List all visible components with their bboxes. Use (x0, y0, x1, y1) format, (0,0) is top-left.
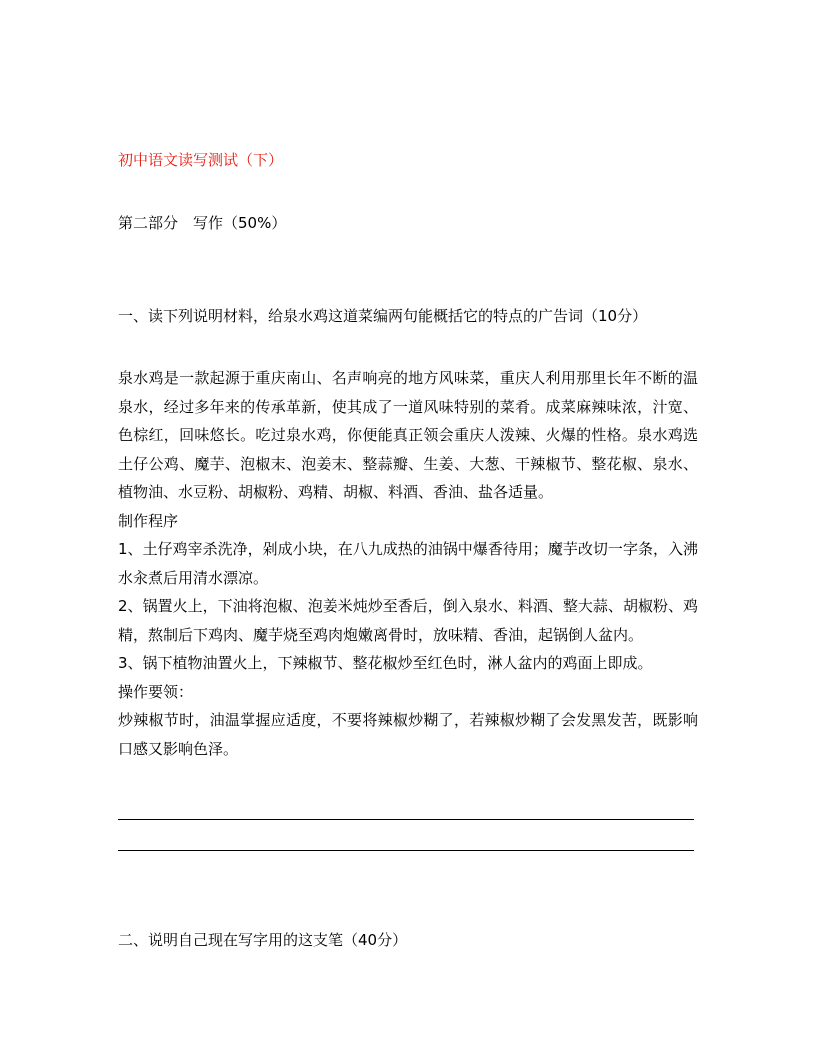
question-1-prompt: 一、读下列说明材料，给泉水鸡这道菜编两句能概括它的特点的广告词（10分） (118, 307, 648, 325)
question-2-prompt: 二、说明自己现在写字用的这支笔（40分） (118, 931, 408, 949)
material-step-2: 2、锅置火上，下油将泡椒、泡姜米炖炒至香后，倒入泉水、料酒、整大蒜、胡椒粉、鸡精，熬制后下鸡肉、魔芋烧至鸡肉炮嫩离骨时，放味精、香油，起锅倒人盆内。 (118, 597, 698, 644)
material-heading-tips: 操作要领： (118, 682, 194, 701)
material-tips-text: 炒辣椒节时，油温掌握应适度，不要将辣椒炒糊了，若辣椒炒糊了会发黑发苦，既影响口感又影响色泽。 (118, 711, 698, 758)
answer-line-1[interactable] (118, 819, 694, 820)
material-step-1: 1、土仔鸡宰杀洗净，剁成小块，在八九成热的油锅中爆香待用；魔芋改切一字条，入沸水汆煮后用清水漂凉。 (118, 540, 698, 587)
document-title: 初中语文读写测试（下） (118, 151, 284, 169)
material-heading-procedure: 制作程序 (118, 511, 179, 530)
section-heading: 第二部分 写作（50%） (118, 214, 287, 232)
question-1-material (118, 364, 698, 763)
material-paragraph-intro: 泉水鸡是一款起源于重庆南山、名声响亮的地方风味菜，重庆人利用那里长年不断的温泉水，经过多年来的传承革新，使其成了一道风味特别的菜肴。成菜麻辣味浓，汁宽、色棕红，回味悠长。吃过泉水鸡，你便能真正领会重庆人泼辣、火爆的性格。泉水鸡选土仔公鸡、魔芋、泡椒末、泡姜末、整蒜瓣、生姜、大葱、干辣椒节、整花椒、泉水、植物油、水豆粉、胡椒粉、鸡精、胡椒、料酒、香油、盐各适量。 (118, 369, 698, 501)
answer-line-2[interactable] (118, 850, 694, 851)
material-step-3: 3、锅下植物油置火上，下辣椒节、整花椒炒至红色时，淋人盆内的鸡面上即成。 (118, 654, 653, 672)
